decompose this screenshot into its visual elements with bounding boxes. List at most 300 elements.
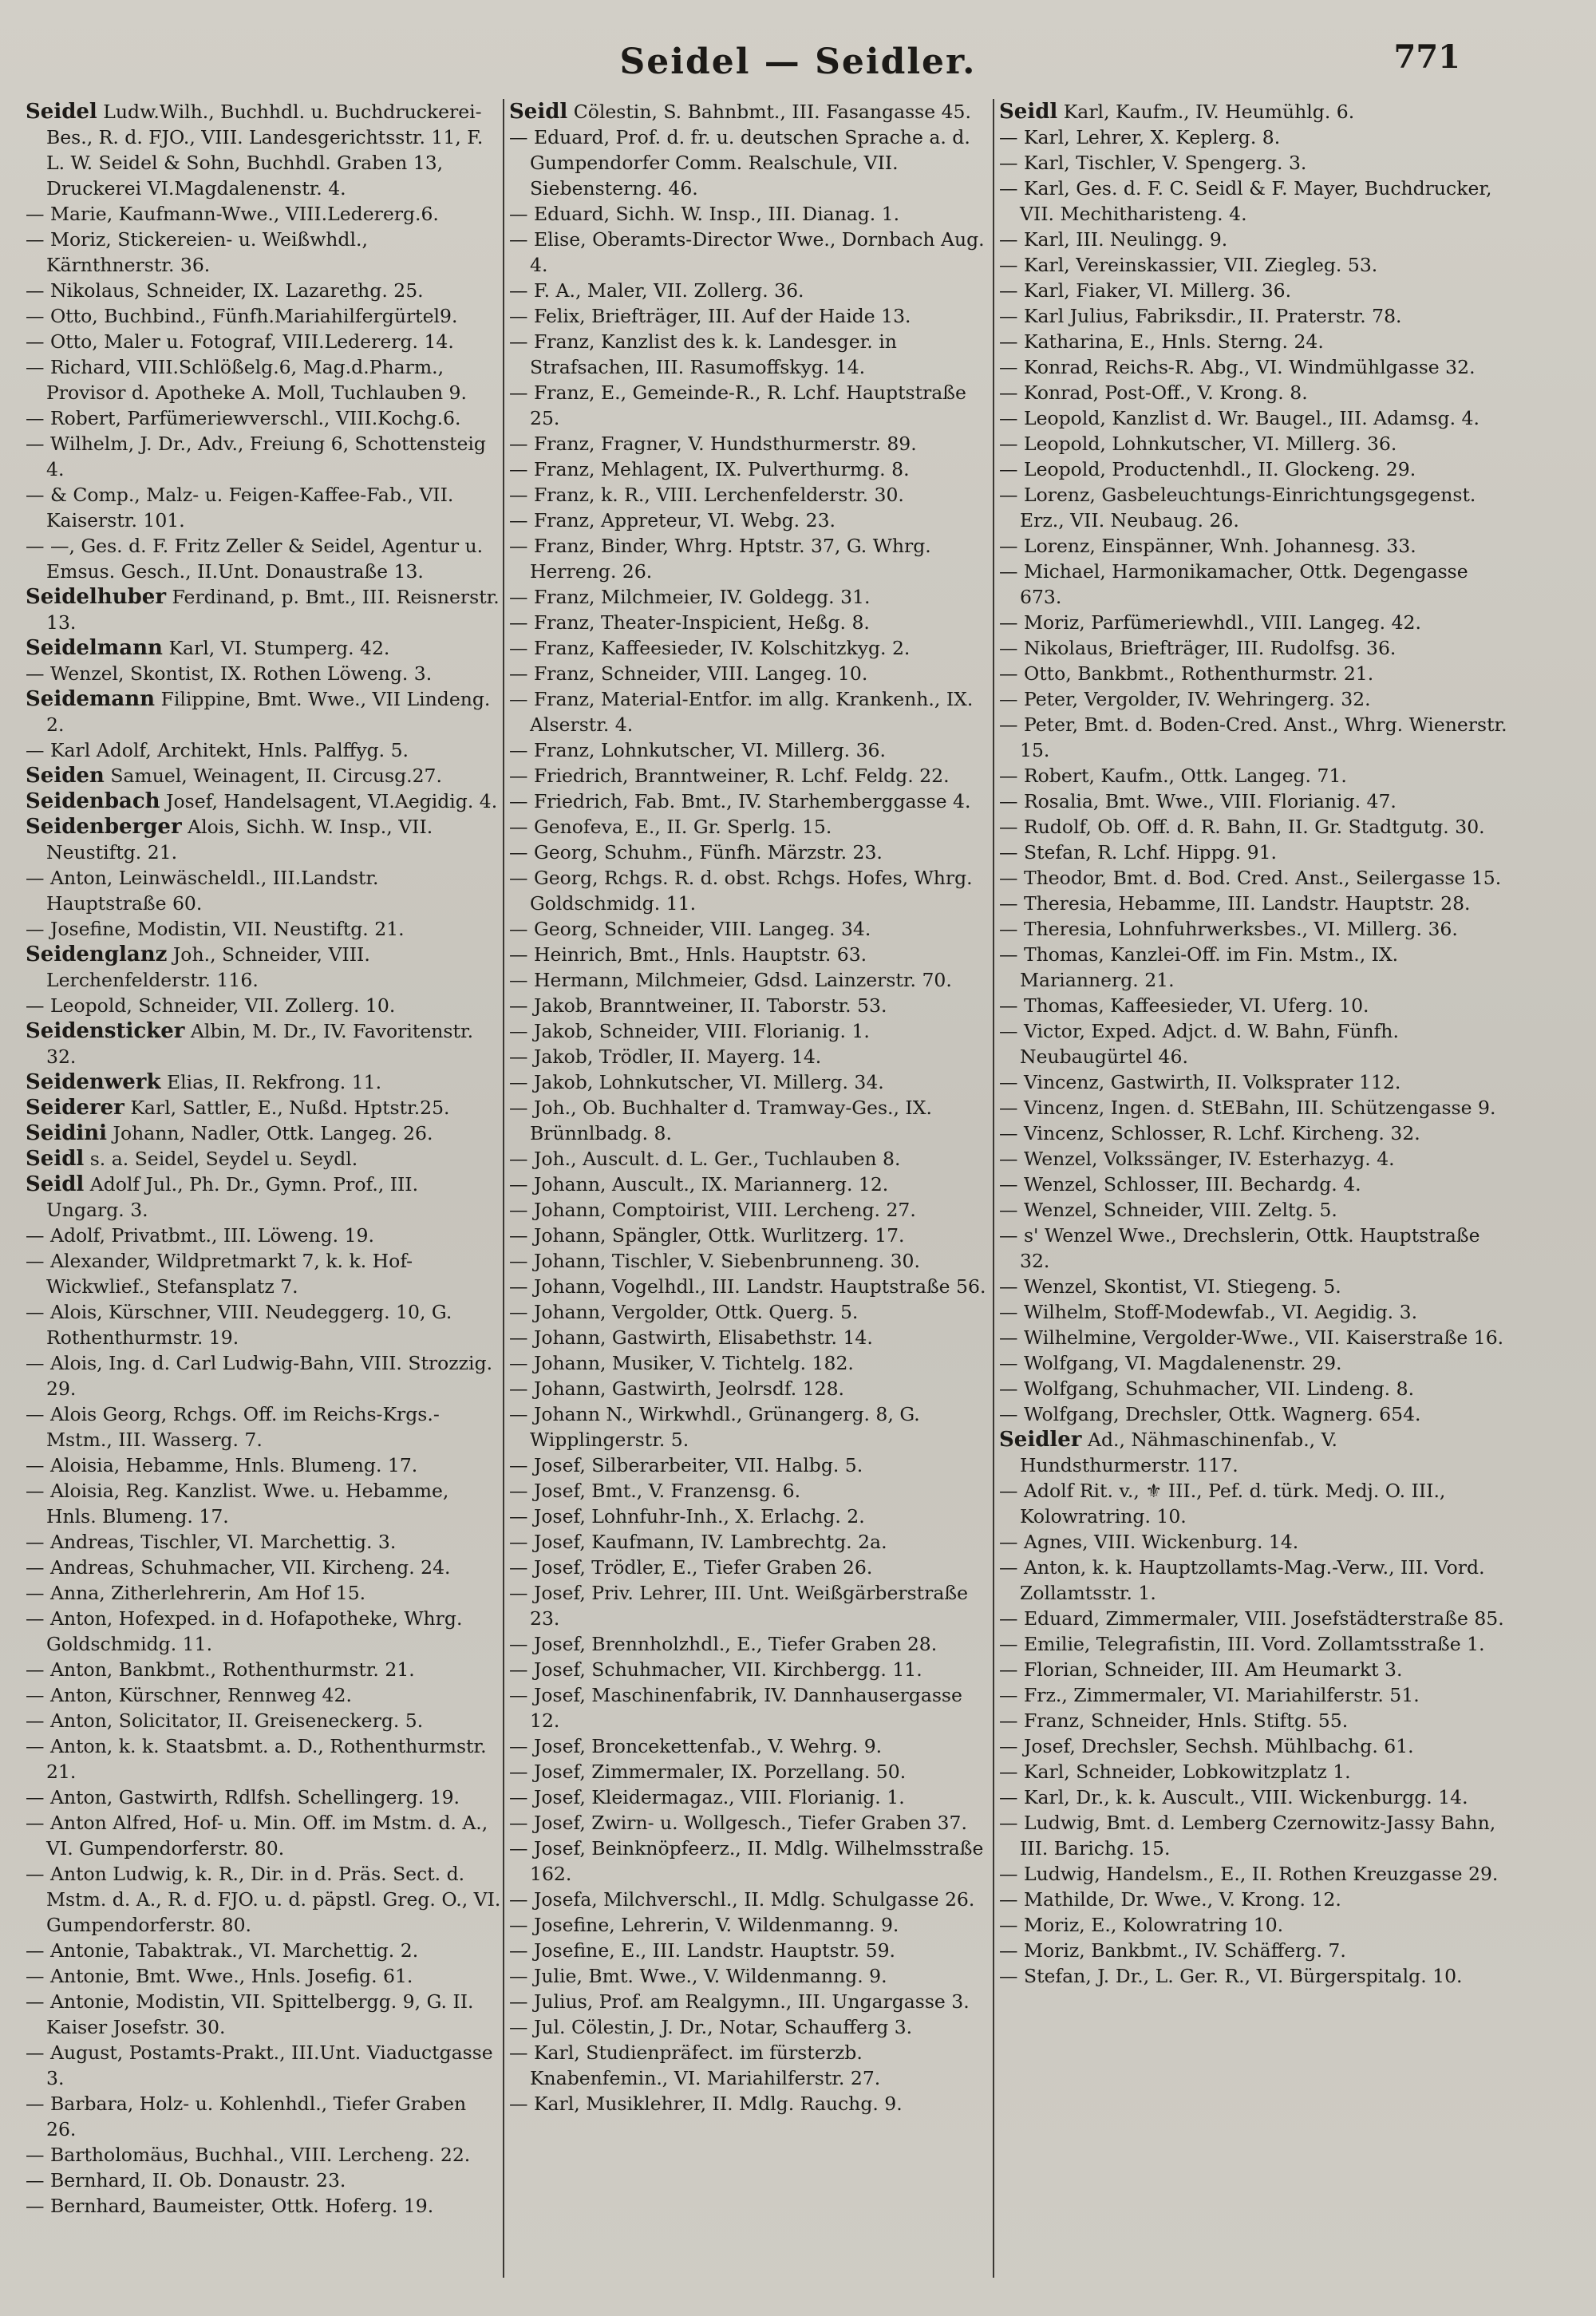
directory-entry	[999, 1682, 1510, 1708]
entry-text: — Karl Julius, Fabriksdir., II. Praterstr. 78.	[999, 305, 1402, 327]
directory-entry	[509, 303, 991, 329]
directory-entry	[509, 1478, 991, 1504]
entry-text: — Alexander, Wildpretmarkt 7, k. k. Hof-Wickwlief., Stefansplatz 7.	[26, 1250, 413, 1298]
entry-text: — Ludwig, Handelsm., E., II. Rothen Kreuzgasse 29.	[999, 1863, 1499, 1885]
directory-entry	[26, 942, 501, 993]
entry-text: — F. A., Maler, VII. Zollerg. 36.	[509, 279, 804, 302]
entry-text: — Wenzel, Volkssänger, IV. Esterhazyg. 4.	[999, 1148, 1395, 1170]
entry-text: — Karl, Tischler, V. Spengerg. 3.	[999, 152, 1307, 174]
directory-entry	[999, 380, 1510, 405]
directory-entry	[26, 1606, 501, 1657]
entry-text: — Johann, Gastwirth, Elisabethstr. 14.	[509, 1326, 873, 1349]
entry-text: — Johann, Spängler, Ottk. Wurlitzerg. 17.	[509, 1224, 905, 1247]
directory-entry	[26, 1555, 501, 1580]
directory-entry	[999, 763, 1510, 788]
entry-text: — Anton, Gastwirth, Rdlfsh. Schellingerg. 19.	[26, 1786, 460, 1808]
entry-text: — Konrad, Post-Off., V. Krong. 8.	[999, 381, 1308, 404]
entry-text: — Franz, Schneider, Hnls. Stiftg. 55.	[999, 1709, 1349, 1732]
directory-entry	[999, 1095, 1510, 1120]
entry-text: — Anton, Leinwäscheldl., III.Landstr. Hauptstraße 60.	[26, 867, 379, 915]
entry-text: Adolf Jul., Ph. Dr., Gymn. Prof., III. Ungarg. 3.	[46, 1173, 419, 1221]
entry-text: — Josef, Lohnfuhr-Inh., X. Erlachg. 2.	[509, 1505, 865, 1528]
entry-text: — Josef, Trödler, E., Tiefer Graben 26.	[509, 1556, 873, 1579]
directory-entry	[26, 1069, 501, 1095]
directory-entry	[509, 533, 991, 584]
directory-entry	[26, 1095, 501, 1120]
entry-text: Ludw.Wilh., Buchhdl. u. Buchdruckerei-Bes., R. d. FJO., VIII. Landesgerichtsstr. 11, F. L. W. Seidel & Sohn, Buchhdl. Graben 13, Druckerei VI.Magdalenenstr. 4.	[46, 101, 484, 200]
entry-text: — Otto, Buchbind., Fünfh.Mariahilfergürtel9.	[26, 305, 458, 327]
directory-entry	[509, 1657, 991, 1682]
entry-text: — August, Postamts-Prakt., III.Unt. Viaductgasse 3.	[26, 2041, 493, 2089]
directory-entry	[509, 1784, 991, 1810]
directory-entry	[26, 2091, 501, 2142]
entry-text: — Robert, Parfümeriewverschl., VIII.Kochg.6.	[26, 407, 461, 429]
entry-text: — Franz, k. R., VIII. Lerchenfelderstr. 30.	[509, 484, 904, 506]
entry-text: — Franz, Fragner, V. Hundsthurmerstr. 89.	[509, 433, 917, 455]
entry-text: — Franz, Milchmeier, IV. Goldegg. 31.	[509, 586, 871, 608]
directory-entry	[26, 1018, 501, 1069]
directory-entry	[999, 814, 1510, 840]
entry-text: — Franz, E., Gemeinde-R., R. Lchf. Hauptstraße 25.	[509, 381, 966, 429]
entry-text: — Franz, Kanzlist des k. k. Landesger. in Strafsachen, III. Rasumoffskyg. 14.	[509, 330, 897, 378]
directory-entry	[26, 1120, 501, 1146]
directory-entry	[26, 1401, 501, 1452]
directory-entry	[509, 814, 991, 840]
entry-text: — Nikolaus, Schneider, IX. Lazarethg. 25.	[26, 279, 424, 302]
directory-entry	[999, 1478, 1510, 1529]
directory-entry	[26, 788, 501, 814]
entry-text: — Emilie, Telegrafistin, III. Vord. Zollamtsstraße 1.	[999, 1633, 1485, 1655]
entry-text: — Leopold, Schneider, VII. Zollerg. 10.	[26, 994, 396, 1017]
directory-entry	[509, 1631, 991, 1657]
directory-entry	[999, 1963, 1510, 1989]
entry-text: — Georg, Schneider, VIII. Langeg. 34.	[509, 918, 871, 940]
directory-entry	[509, 788, 991, 814]
entry-text: — Adolf Rit. v., ⚜ III., Pef. d. türk. Medj. O. III., Kolowratring. 10.	[999, 1480, 1446, 1528]
entry-text: — Alois Georg, Rchgs. Off. im Reichs-Krgs.-Mstm., III. Wasserg. 7.	[26, 1403, 440, 1451]
entry-text: — Stefan, R. Lchf. Hippg. 91.	[999, 841, 1277, 864]
directory-entry	[26, 763, 501, 788]
page-header-title: Seidel — Seidler.	[619, 41, 977, 82]
entry-text: Samuel, Weinagent, II. Circusg.27.	[110, 765, 442, 787]
directory-entry	[509, 865, 991, 916]
directory-entry	[509, 1912, 991, 1938]
directory-entry	[26, 635, 501, 661]
directory-entry	[509, 1529, 991, 1555]
entry-text: — Otto, Bankbmt., Rothenthurmstr. 21.	[999, 662, 1374, 685]
directory-entry	[999, 712, 1510, 763]
directory-entry	[999, 1069, 1510, 1095]
directory-entry	[26, 1529, 501, 1555]
directory-entry	[999, 1861, 1510, 1887]
entry-text: — Stefan, J. Dr., L. Ger. R., VI. Bürgerspitalg. 10.	[999, 1965, 1463, 1987]
directory-entry	[26, 1350, 501, 1401]
entry-text: — Anton, Bankbmt., Rothenthurmstr. 21.	[26, 1658, 415, 1681]
directory-entry	[999, 227, 1510, 252]
directory-entry	[509, 431, 991, 456]
entry-text: — Theodor, Bmt. d. Bod. Cred. Anst., Seilergasse 15.	[999, 867, 1502, 889]
directory-entry	[509, 2040, 991, 2091]
directory-entry	[999, 1708, 1510, 1733]
entry-text: — Josef, Maschinenfabrik, IV. Dannhausergasse 12.	[509, 1684, 962, 1732]
entry-text: — Julius, Prof. am Realgymn., III. Ungargasse 3.	[509, 1990, 970, 2013]
entry-surname: Seiderer	[26, 1096, 124, 1120]
directory-entry	[509, 1682, 991, 1733]
entry-text: — Lorenz, Gasbeleuchtungs-Einrichtungsgegenst. Erz., VII. Neubaug. 26.	[999, 484, 1476, 532]
entry-text: — Georg, Schuhm., Fünfh. Märzstr. 23.	[509, 841, 883, 864]
entry-text: Josef, Handelsagent, VI.Aegidig. 4.	[166, 790, 498, 812]
directory-entry	[26, 227, 501, 278]
entry-surname: Seidelmann	[26, 636, 163, 660]
entry-text: — Josef, Drechsler, Sechsh. Mühlbachg. 61.	[999, 1735, 1414, 1757]
entry-surname: Seidl	[999, 100, 1058, 124]
directory-entry	[999, 1657, 1510, 1682]
directory-entry	[26, 1938, 501, 1963]
directory-entry	[999, 329, 1510, 354]
entry-text: — Karl, Vereinskassier, VII. Ziegleg. 53.	[999, 254, 1378, 276]
directory-entry	[509, 1938, 991, 1963]
entry-text: — Wilhelm, J. Dr., Adv., Freiung 6, Schottensteig 4.	[26, 433, 486, 480]
entry-text: — Peter, Vergolder, IV. Wehringerg. 32.	[999, 688, 1371, 710]
entry-text: — Michael, Harmonikamacher, Ottk. Degengasse 673.	[999, 560, 1468, 608]
directory-entry	[509, 482, 991, 508]
entry-text: — Genofeva, E., II. Gr. Sperlg. 15.	[509, 816, 832, 838]
directory-entry	[999, 176, 1510, 227]
entry-text: — Karl, III. Neulingg. 9.	[999, 228, 1228, 251]
directory-entry	[999, 1555, 1510, 1606]
entry-text: — Bartholomäus, Buchhal., VIII. Lercheng. 22.	[26, 2144, 471, 2166]
directory-entry	[509, 380, 991, 431]
entry-surname: Seidl	[26, 1172, 85, 1196]
entry-text: — Johann, Vogelhdl., III. Landstr. Hauptstraße 56.	[509, 1275, 986, 1298]
entry-surname: Seidenberger	[26, 815, 182, 839]
entry-text: — Josefine, E., III. Landstr. Hauptstr. 59.	[509, 1939, 895, 1962]
directory-entry	[26, 1810, 501, 1861]
entry-text: — Friedrich, Fab. Bmt., IV. Starhemberggasse 4.	[509, 790, 971, 812]
directory-entry	[509, 1989, 991, 2014]
directory-entry	[26, 1708, 501, 1733]
entry-text: — Andreas, Tischler, VI. Marchettig. 3.	[26, 1531, 397, 1553]
directory-entry	[26, 1657, 501, 1682]
directory-entry	[509, 508, 991, 533]
directory-entry	[26, 584, 501, 635]
directory-entry	[509, 1733, 991, 1759]
directory-entry	[509, 661, 991, 686]
directory-entry	[26, 1784, 501, 1810]
entry-text: — Vincenz, Gastwirth, II. Volksprater 112.	[999, 1071, 1401, 1093]
entry-text: — Lorenz, Einspänner, Wnh. Johannesg. 33.	[999, 535, 1416, 557]
entry-surname: Seidenbach	[26, 789, 160, 813]
directory-entry	[999, 1427, 1510, 1478]
entry-surname: Seidemann	[26, 687, 156, 711]
directory-entry	[26, 533, 501, 584]
directory-entry	[999, 661, 1510, 686]
directory-entry	[999, 252, 1510, 278]
directory-entry	[999, 1325, 1510, 1350]
directory-entry	[26, 2168, 501, 2193]
entry-text: — Anton, Hofexped. in d. Hofapotheke, Whrg. Goldschmidg. 11.	[26, 1607, 463, 1655]
directory-entry	[509, 1146, 991, 1172]
entry-text: — Eduard, Zimmermaler, VIII. Josefstädterstraße 85.	[999, 1607, 1504, 1630]
directory-entry	[999, 1733, 1510, 1759]
directory-entry	[999, 1784, 1510, 1810]
entry-text: — Anton Alfred, Hof- u. Min. Off. im Mstm. d. A., VI. Gumpendorferstr. 80.	[26, 1812, 488, 1860]
entry-text: — Franz, Material-Entfor. im allg. Krankenh., IX. Alserstr. 4.	[509, 688, 974, 736]
entry-text: — Franz, Mehlagent, IX. Pulverthurmg. 8.	[509, 458, 910, 480]
entry-text: — Robert, Kaufm., Ottk. Langeg. 71.	[999, 765, 1347, 787]
entry-text: — Wenzel, Skontist, IX. Rothen Löweng. 3.	[26, 662, 433, 685]
directory-entry	[999, 1274, 1510, 1299]
directory-entry	[999, 891, 1510, 916]
directory-entry	[999, 942, 1510, 993]
directory-entry	[509, 840, 991, 865]
directory-entry	[26, 1580, 501, 1606]
entry-text: — Nikolaus, Briefträger, III. Rudolfsg. 36.	[999, 637, 1396, 659]
directory-entry	[999, 1912, 1510, 1938]
entry-text: — Adolf, Privatbmt., III. Löweng. 19.	[26, 1224, 374, 1247]
directory-entry	[999, 278, 1510, 303]
directory-entry	[26, 482, 501, 533]
directory-entry	[999, 431, 1510, 456]
directory-entry	[999, 1606, 1510, 1631]
entry-text: — Johann, Gastwirth, Jeolrsdf. 128.	[509, 1377, 845, 1400]
entry-text: — Jakob, Branntweiner, II. Taborstr. 53.	[509, 994, 887, 1017]
entry-text: Karl, Sattler, E., Nußd. Hptstr.25.	[130, 1097, 450, 1119]
directory-entry	[509, 1274, 991, 1299]
entry-surname: Seiden	[26, 764, 105, 788]
directory-entry	[999, 635, 1510, 661]
directory-entry	[509, 201, 991, 227]
entry-text: — Josef, Silberarbeiter, VII. Halbg. 5.	[509, 1454, 863, 1476]
entry-text: Karl, Kaufm., IV. Heumühlg. 6.	[1063, 101, 1355, 123]
directory-entry	[26, 2193, 501, 2219]
entry-text: — Johann, Vergolder, Ottk. Querg. 5.	[509, 1301, 859, 1323]
directory-entry	[509, 1555, 991, 1580]
entry-surname: Seidensticker	[26, 1019, 185, 1043]
entry-text: — Rosalia, Bmt. Wwe., VIII. Florianig. 47.	[999, 790, 1396, 812]
directory-entry	[509, 1836, 991, 1887]
directory-entry	[509, 124, 991, 201]
entry-text: — Frz., Zimmermaler, VI. Mariahilferstr. 51.	[999, 1684, 1420, 1706]
directory-entry	[26, 1452, 501, 1478]
directory-entry	[999, 1350, 1510, 1376]
entry-text: — Aloisia, Hebamme, Hnls. Blumeng. 17.	[26, 1454, 418, 1476]
directory-entry	[26, 2142, 501, 2168]
entry-text: — Rudolf, Ob. Off. d. R. Bahn, II. Gr. Stadtgutg. 30.	[999, 816, 1485, 838]
directory-entry	[509, 1299, 991, 1325]
entry-text: — Moriz, Bankbmt., IV. Schäfferg. 7.	[999, 1939, 1346, 1962]
entry-text: — Hermann, Milchmeier, Gdsd. Lainzerstr. 70.	[509, 969, 952, 991]
entry-text: — Anton, Solicitator, II. Greiseneckerg. 5.	[26, 1709, 424, 1732]
entry-text: — Karl, Schneider, Lobkowitzplatz 1.	[999, 1761, 1351, 1783]
entry-text: — Johann, Auscult., IX. Mariannerg. 12.	[509, 1173, 889, 1196]
entry-text: — Josefine, Lehrerin, V. Wildenmanng. 9.	[509, 1914, 899, 1936]
directory-entry	[509, 1452, 991, 1478]
entry-text: — Leopold, Lohnkutscher, VI. Millerg. 36.	[999, 433, 1397, 455]
directory-entry	[999, 993, 1510, 1018]
directory-entry	[509, 993, 991, 1018]
entry-text: — Jakob, Lohnkutscher, VI. Millerg. 34.	[509, 1071, 884, 1093]
entry-text: — Peter, Bmt. d. Boden-Cred. Anst., Whrg. Wienerstr. 15.	[999, 713, 1507, 761]
directory-entry	[999, 1938, 1510, 1963]
entry-text: — Karl Adolf, Architekt, Hnls. Palffyg. 5.	[26, 739, 409, 761]
entry-text: — Josef, Brennholzhdl., E., Tiefer Graben 28.	[509, 1633, 938, 1655]
directory-entry	[999, 1376, 1510, 1401]
directory-entry	[26, 2040, 501, 2091]
entry-text: — Franz, Kaffeesieder, IV. Kolschitzkyg. 2.	[509, 637, 911, 659]
entry-text: — Karl, Dr., k. k. Auscult., VIII. Wickenburgg. 14.	[999, 1786, 1468, 1808]
directory-entry	[26, 303, 501, 329]
directory-entry	[999, 1223, 1510, 1274]
directory-entry	[999, 1299, 1510, 1325]
entry-text: — Karl, Lehrer, X. Keplerg. 8.	[999, 126, 1281, 148]
directory-entry	[509, 1759, 991, 1784]
column-divider	[993, 99, 994, 2278]
directory-entry	[509, 1069, 991, 1095]
entry-text: — Anna, Zitherlehrerin, Am Hof 15.	[26, 1582, 366, 1604]
directory-entry	[509, 1810, 991, 1836]
directory-entry	[999, 1401, 1510, 1427]
entry-text: — Anton, k. k. Hauptzollamts-Mag.-Verw., III. Vord. Zollamtsstr. 1.	[999, 1556, 1485, 1604]
directory-entry	[509, 1350, 991, 1376]
entry-text: — Eduard, Sichh. W. Insp., III. Dianag. 1.	[509, 203, 900, 225]
entry-text: Karl, VI. Stumperg. 42.	[168, 637, 390, 659]
entry-text: — Wolfgang, VI. Magdalenenstr. 29.	[999, 1352, 1342, 1374]
directory-entry	[509, 1223, 991, 1248]
directory-entry	[509, 1095, 991, 1146]
entry-text: — Antonie, Tabaktrak., VI. Marchettig. 2.	[26, 1939, 419, 1962]
entry-text: — Wilhelmine, Vergolder-Wwe., VII. Kaiserstraße 16.	[999, 1326, 1504, 1349]
directory-entry	[999, 303, 1510, 329]
entry-text: — Eduard, Prof. d. fr. u. deutschen Sprache a. d. Gumpendorfer Comm. Realschule, VII. Siebensterng. 46.	[509, 126, 970, 200]
entry-text: — Josef, Bmt., V. Franzensg. 6.	[509, 1480, 801, 1502]
page-number: 771	[1393, 38, 1460, 76]
entry-text: — Franz, Lohnkutscher, VI. Millerg. 36.	[509, 739, 886, 761]
column-divider	[503, 99, 504, 2278]
entry-text: — Joh., Ob. Buchhalter d. Tramway-Ges., IX. Brünnlbadg. 8.	[509, 1097, 932, 1144]
directory-entry	[999, 1197, 1510, 1223]
directory-entry	[509, 1887, 991, 1912]
entry-text: — Wenzel, Skontist, VI. Stiegeng. 5.	[999, 1275, 1341, 1298]
entry-text: — Leopold, Kanzlist d. Wr. Baugel., III. Adamsg. 4.	[999, 407, 1479, 429]
entry-text: — Mathilde, Dr. Wwe., V. Krong. 12.	[999, 1888, 1341, 1911]
entry-text: — Elise, Oberamts-Director Wwe., Dornbach Aug. 4.	[509, 228, 985, 276]
directory-entry	[999, 916, 1510, 942]
entry-text: — Anton, Kürschner, Rennweg 42.	[26, 1684, 352, 1706]
directory-entry	[26, 916, 501, 942]
directory-entry	[26, 1963, 501, 1989]
entry-text: — Victor, Exped. Adjct. d. W. Bahn, Fünfh. Neubaugürtel 46.	[999, 1020, 1399, 1068]
entry-text: — Alois, Ing. d. Carl Ludwig-Bahn, VIII. Strozzig. 29.	[26, 1352, 493, 1400]
directory-entry	[26, 1989, 501, 2040]
directory-entry	[26, 1299, 501, 1350]
directory-entry	[26, 1172, 501, 1223]
entry-text: — Wilhelm, Stoff-Modewfab., VI. Aegidig. 3.	[999, 1301, 1418, 1323]
entry-text: — Bernhard, Baumeister, Ottk. Hoferg. 19.	[26, 2195, 434, 2217]
directory-column-3	[999, 99, 1510, 2278]
directory-entry	[26, 865, 501, 916]
directory-entry	[999, 405, 1510, 431]
entry-text: — Wenzel, Schlosser, III. Bechardg. 4.	[999, 1173, 1361, 1196]
directory-entry	[509, 1044, 991, 1069]
entry-text: — Josef, Beinknöpfeerz., II. Mdlg. Wilhelmsstraße 162.	[509, 1837, 984, 1885]
directory-entry	[999, 456, 1510, 482]
directory-entry	[509, 227, 991, 278]
directory-entry	[26, 405, 501, 431]
entry-text: — Moriz, Parfümeriewhdl., VIII. Langeg. 42.	[999, 611, 1421, 634]
entry-text: — Jul. Cölestin, J. Dr., Notar, Schaufferg 3.	[509, 2016, 913, 2038]
entry-text: — Andreas, Schuhmacher, VII. Kircheng. 24.	[26, 1556, 451, 1579]
entry-text: — Richard, VIII.Schlößelg.6, Mag.d.Pharm., Provisor d. Apotheke A. Moll, Tuchlauben 9.	[26, 356, 467, 404]
directory-entry	[509, 610, 991, 635]
entry-surname: Seidelhuber	[26, 585, 167, 609]
entry-text: s. a. Seidel, Seydel u. Seydl.	[89, 1148, 358, 1170]
directory-entry	[999, 124, 1510, 150]
directory-entry	[999, 1759, 1510, 1784]
entry-text: — Josef, Zwirn- u. Wollgesch., Tiefer Graben 37.	[509, 1812, 967, 1834]
entry-text: — Antonie, Bmt. Wwe., Hnls. Josefig. 61.	[26, 1965, 413, 1987]
directory-entry	[509, 2014, 991, 2040]
directory-column-1	[26, 99, 501, 2278]
entry-surname: Seidl	[26, 1147, 85, 1171]
entry-surname: Seidel	[26, 100, 97, 124]
entry-text: — Johann, Musiker, V. Tichtelg. 182.	[509, 1352, 854, 1374]
entry-text: — Bernhard, II. Ob. Donaustr. 23.	[26, 2169, 346, 2192]
entry-text: Ferdinand, p. Bmt., III. Reisnerstr. 13.	[46, 586, 500, 634]
entry-text: — Anton, k. k. Staatsbmt. a. D., Rothenthurmstr. 21.	[26, 1735, 487, 1783]
directory-entry	[509, 1963, 991, 1989]
entry-text: — Florian, Schneider, III. Am Heumarkt 3.	[999, 1658, 1403, 1681]
entry-text: — Theresia, Hebamme, III. Landstr. Hauptstr. 28.	[999, 892, 1471, 915]
entry-text: — Jakob, Schneider, VIII. Florianig. 1.	[509, 1020, 870, 1042]
directory-entry	[509, 584, 991, 610]
directory-entry	[26, 1146, 501, 1172]
entry-text: — Joh., Auscult. d. L. Ger., Tuchlauben 8.	[509, 1148, 901, 1170]
directory-entry	[999, 840, 1510, 865]
directory-entry	[999, 1018, 1510, 1069]
entry-text: — Friedrich, Branntweiner, R. Lchf. Feldg. 22.	[509, 765, 950, 787]
directory-entry	[26, 278, 501, 303]
directory-entry	[26, 329, 501, 354]
directory-entry	[26, 354, 501, 405]
directory-entry	[999, 865, 1510, 891]
directory-entry	[509, 967, 991, 993]
entry-text: — Moriz, E., Kolowratring 10.	[999, 1914, 1284, 1936]
entry-text: Alois, Sichh. W. Insp., VII. Neustiftg. 21.	[46, 816, 433, 864]
directory-entry	[509, 1172, 991, 1197]
directory-entry	[26, 814, 501, 865]
entry-text: — Thomas, Kanzlei-Off. im Fin. Mstm., IX. Mariannerg. 21.	[999, 943, 1399, 991]
directory-entry	[999, 99, 1510, 124]
directory-entry	[999, 1529, 1510, 1555]
entry-text: — Moriz, Stickereien- u. Weißwhdl., Kärnthnerstr. 36.	[26, 228, 368, 276]
directory-entry	[509, 278, 991, 303]
directory-entry	[509, 1018, 991, 1044]
directory-entry	[509, 99, 991, 124]
entry-text: — —, Ges. d. F. Fritz Zeller & Seidel, Agentur u. Emsus. Gesch., II.Unt. Donaustraße 13.	[26, 535, 484, 583]
entry-text: — Wolfgang, Schuhmacher, VII. Lindeng. 8.	[999, 1377, 1415, 1400]
directory-entry	[26, 431, 501, 482]
entry-text: — Wolfgang, Drechsler, Ottk. Wagnerg. 654.	[999, 1403, 1421, 1425]
directory-entry	[26, 201, 501, 227]
directory-entry	[509, 1580, 991, 1631]
entry-text: — Karl, Studienpräfect. im fürsterzb. Knabenfemin., VI. Mariahilferstr. 27.	[509, 2041, 881, 2089]
entry-text: — Josef, Broncekettenfab., V. Wehrg. 9.	[509, 1735, 883, 1757]
entry-text: — Josef, Kaufmann, IV. Lambrechtg. 2a.	[509, 1531, 887, 1553]
entry-text: — Konrad, Reichs-R. Abg., VI. Windmühlgasse 32.	[999, 356, 1476, 378]
directory-entry	[26, 1248, 501, 1299]
directory-entry	[26, 1478, 501, 1529]
